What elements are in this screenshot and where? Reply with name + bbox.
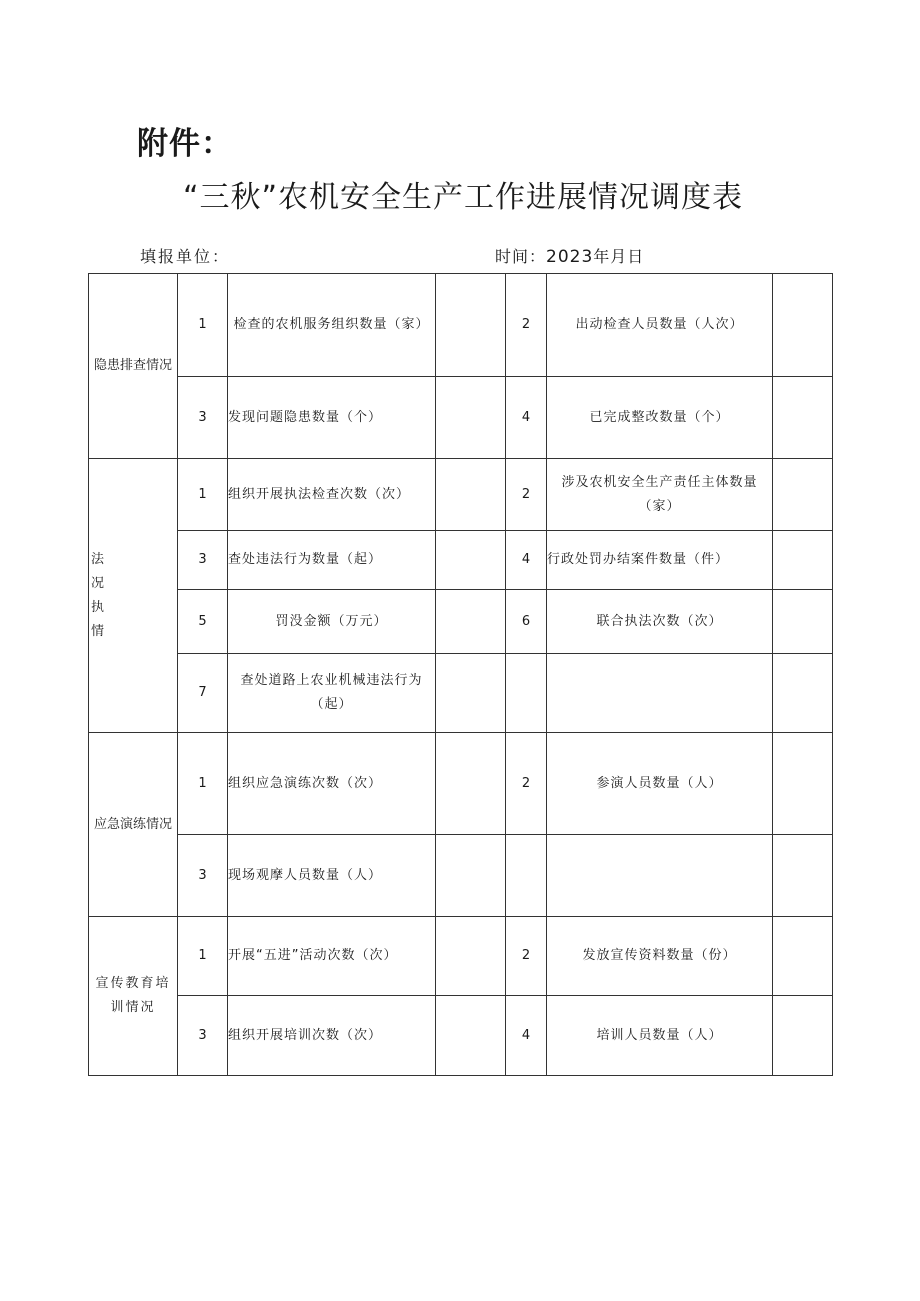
item-label: 查处违法行为数量（起）: [228, 531, 436, 590]
item-number: 1: [178, 733, 228, 835]
table-row: [89, 917, 833, 996]
item-label: 涉及农机安全生产责任主体数量（家）: [547, 459, 773, 531]
item-label: 联合执法次数（次）: [547, 590, 773, 654]
document-title: “三秋”农机安全生产工作进展情况调度表: [182, 180, 744, 215]
empty-cell: [506, 835, 547, 917]
table-row: [89, 590, 833, 654]
value-cell[interactable]: [436, 459, 506, 531]
item-label: 培训人员数量（人）: [547, 996, 773, 1076]
item-number: 4: [506, 377, 547, 459]
category-cell: [89, 733, 178, 917]
item-number: 3: [178, 835, 228, 917]
time-suffix: 年月日: [593, 247, 645, 266]
empty-cell: [773, 835, 833, 917]
empty-cell: [773, 654, 833, 733]
category-label: 应急演练情况: [93, 816, 172, 832]
item-label: 行政处罚办结案件数量（件）: [547, 531, 773, 590]
category-cell: [89, 274, 178, 459]
item-number: 3: [178, 531, 228, 590]
item-label: 已完成整改数量（个）: [547, 377, 773, 459]
dispatch-table: [88, 273, 833, 1076]
item-number: 2: [506, 733, 547, 835]
value-cell[interactable]: [773, 917, 833, 996]
item-number: 3: [178, 996, 228, 1076]
value-cell[interactable]: [773, 459, 833, 531]
item-number: 3: [178, 377, 228, 459]
value-cell[interactable]: [773, 531, 833, 590]
value-cell[interactable]: [436, 835, 506, 917]
category-label: 隐患排查情况: [93, 358, 172, 373]
item-number: 4: [506, 996, 547, 1076]
item-number: 5: [178, 590, 228, 654]
item-label: 组织应急演练次数（次）: [228, 733, 436, 835]
item-number: 4: [506, 531, 547, 590]
value-cell[interactable]: [773, 274, 833, 377]
item-number: 2: [506, 917, 547, 996]
value-cell[interactable]: [436, 654, 506, 733]
table-row: [89, 459, 833, 531]
item-label: 开展“五进”活动次数（次）: [228, 917, 436, 996]
time-prefix: 时间：: [495, 247, 547, 266]
category-label-line: 况: [91, 575, 105, 591]
item-label: 组织开展执法检查次数（次）: [228, 459, 436, 531]
item-label: 组织开展培训次数（次）: [228, 996, 436, 1076]
category-cell: [89, 459, 178, 733]
empty-cell: [547, 835, 773, 917]
item-label: 现场观摩人员数量（人）: [228, 835, 436, 917]
category-label-line: 法: [91, 551, 105, 567]
empty-cell: [547, 654, 773, 733]
item-label: 发现问题隐患数量（个）: [228, 377, 436, 459]
table-row: [89, 377, 833, 459]
item-label: 发放宣传资料数量（份）: [547, 917, 773, 996]
item-label: 检查的农机服务组织数量（家）: [228, 274, 436, 377]
value-cell[interactable]: [436, 733, 506, 835]
value-cell[interactable]: [773, 377, 833, 459]
reporting-unit-label: 填报单位：: [140, 247, 231, 266]
value-cell[interactable]: [436, 377, 506, 459]
item-label: 罚没金额（万元）: [228, 590, 436, 654]
table-row: [89, 733, 833, 835]
value-cell[interactable]: [773, 733, 833, 835]
item-number: 1: [178, 459, 228, 531]
value-cell[interactable]: [436, 590, 506, 654]
value-cell[interactable]: [436, 917, 506, 996]
item-number: 1: [178, 917, 228, 996]
category-label-line: 情: [91, 623, 105, 639]
empty-cell: [506, 654, 547, 733]
value-cell[interactable]: [436, 996, 506, 1076]
value-cell[interactable]: [773, 590, 833, 654]
table-row: [89, 531, 833, 590]
value-cell[interactable]: [436, 274, 506, 377]
item-number: 2: [506, 274, 547, 377]
time-label: [495, 244, 644, 267]
table-row: [89, 654, 833, 733]
item-number: 7: [178, 654, 228, 733]
item-number: 2: [506, 459, 547, 531]
item-label: 参演人员数量（人）: [547, 733, 773, 835]
item-number: 6: [506, 590, 547, 654]
item-label: 查处道路上农业机械违法行为（起）: [228, 654, 436, 733]
category-label-line: 执: [91, 599, 105, 615]
item-label: 出动检查人员数量（人次）: [547, 274, 773, 377]
attachment-label: 附件：: [137, 126, 233, 162]
category-cell: [89, 917, 178, 1076]
table-row: [89, 996, 833, 1076]
time-year: 2023: [546, 247, 594, 267]
table-row: [89, 835, 833, 917]
item-number: 1: [178, 274, 228, 377]
value-cell[interactable]: [773, 996, 833, 1076]
category-label: 宣传教育培训情况: [95, 976, 171, 1015]
value-cell[interactable]: [436, 531, 506, 590]
table-row: [89, 274, 833, 377]
